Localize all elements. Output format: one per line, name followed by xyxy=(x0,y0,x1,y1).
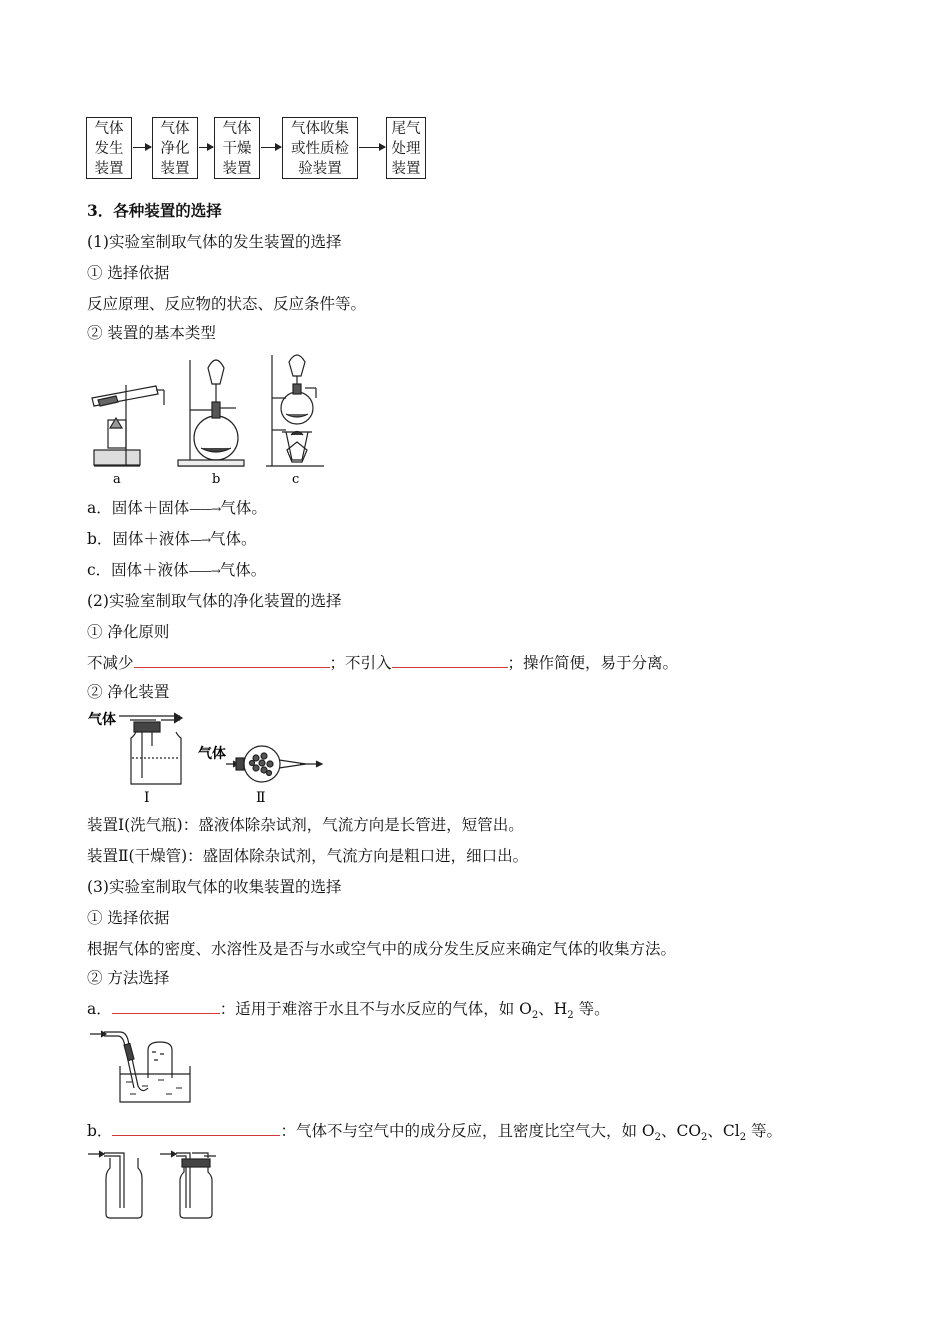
reaction-arrow: —→ xyxy=(189,533,210,547)
text: ；操作简便，易于分离。 xyxy=(507,654,679,672)
generation-apparatus-figure xyxy=(86,350,326,488)
text: 、Cl xyxy=(707,1122,740,1140)
subscript: 2 xyxy=(701,1132,708,1144)
type-b-line xyxy=(87,528,257,551)
item-heading: ② 装置的基本类型 xyxy=(87,324,216,342)
text: 气体。 xyxy=(219,561,267,579)
gas-label: 气体 xyxy=(198,746,226,762)
subscript: 2 xyxy=(654,1132,661,1144)
subsection-title: (1)实验室制取气体的发生装置的选择 xyxy=(87,233,342,251)
type-c-line xyxy=(87,559,266,582)
paragraph: 反应原理、反应物的状态、反应条件等。 xyxy=(87,295,367,313)
text: ：适用于难溶于水且不与水反应的气体，如 O xyxy=(219,1000,532,1018)
subsection-title: (3)实验室制取气体的收集装置的选择 xyxy=(87,878,342,896)
section-heading: 3．各种装置的选择 xyxy=(87,201,222,220)
flow-chart xyxy=(86,117,431,185)
text: a． xyxy=(87,1000,112,1018)
flow-box-generation: 气体 发生 装置 xyxy=(86,117,132,179)
text: c．固体＋液体 xyxy=(87,561,189,579)
item-heading: ① 选择依据 xyxy=(87,264,170,282)
figure-label-b: b xyxy=(212,472,221,487)
flow-arrow xyxy=(199,147,213,148)
item-heading: ② 方法选择 xyxy=(87,969,170,987)
text: 气体。 xyxy=(210,530,257,548)
air-displacement-figure xyxy=(86,1148,226,1222)
subsection-title: (2)实验室制取气体的净化装置的选择 xyxy=(87,592,342,610)
text: b． xyxy=(87,1122,113,1140)
figure-label-I: Ⅰ xyxy=(144,790,150,806)
flow-box-purification: 气体 净化 装置 xyxy=(152,117,198,179)
fill-blank[interactable] xyxy=(112,1119,280,1136)
text: b．固体＋液体 xyxy=(87,530,190,548)
method-a-line xyxy=(87,997,610,1027)
flow-arrow xyxy=(359,147,385,148)
fill-blank[interactable] xyxy=(134,651,330,668)
figure-label-II: Ⅱ xyxy=(256,790,266,806)
paragraph: 根据气体的密度、水溶性及是否与水或空气中的成分发生反应来确定气体的收集方法。 xyxy=(87,940,677,958)
item-heading: ② 净化装置 xyxy=(87,683,170,701)
figure-label-a: a xyxy=(113,472,121,487)
text: 气体。 xyxy=(220,499,267,517)
text: 不减少 xyxy=(87,654,134,672)
fill-blank[interactable] xyxy=(112,997,220,1014)
method-b-line xyxy=(87,1119,782,1149)
subscript: 2 xyxy=(567,1010,574,1022)
subscript: 2 xyxy=(739,1132,747,1144)
item-heading: ① 净化原则 xyxy=(87,623,170,641)
text: 、H xyxy=(538,1000,568,1018)
flow-box-collection: 气体收集 或性质检 验装置 xyxy=(282,117,358,179)
fill-blank[interactable] xyxy=(392,651,508,668)
paragraph: 装置Ⅰ(洗气瓶)：盛液体除杂试剂，气流方向是长管进，短管出。 xyxy=(87,816,524,834)
principle-line xyxy=(87,651,678,674)
reaction-arrow: ——→ xyxy=(188,564,220,578)
water-displacement-figure xyxy=(86,1026,196,1108)
text: 等。 xyxy=(746,1122,783,1140)
text: a．固体＋固体 xyxy=(87,499,190,517)
text: ；不引入 xyxy=(329,654,392,672)
flow-arrow xyxy=(133,147,151,148)
purification-apparatus-figure xyxy=(86,706,326,806)
text: 等。 xyxy=(573,1000,610,1018)
item-heading: ① 选择依据 xyxy=(87,909,170,927)
flow-box-tail-gas: 尾气 处理 装置 xyxy=(386,117,426,179)
text: ：气体不与空气中的成分反应，且密度比空气大，如 O xyxy=(280,1122,655,1140)
figure-label-c: c xyxy=(292,472,300,487)
paragraph: 装置Ⅱ(干燥管)：盛固体除杂试剂，气流方向是粗口进，细口出。 xyxy=(87,847,529,865)
text: 、CO xyxy=(660,1122,702,1140)
gas-label: 气体 xyxy=(88,712,116,728)
reaction-arrow: ——→ xyxy=(189,502,221,516)
flow-arrow xyxy=(261,147,281,148)
type-a-line xyxy=(87,497,267,520)
subscript: 2 xyxy=(531,1010,539,1022)
flow-box-drying: 气体 干燥 装置 xyxy=(214,117,260,179)
